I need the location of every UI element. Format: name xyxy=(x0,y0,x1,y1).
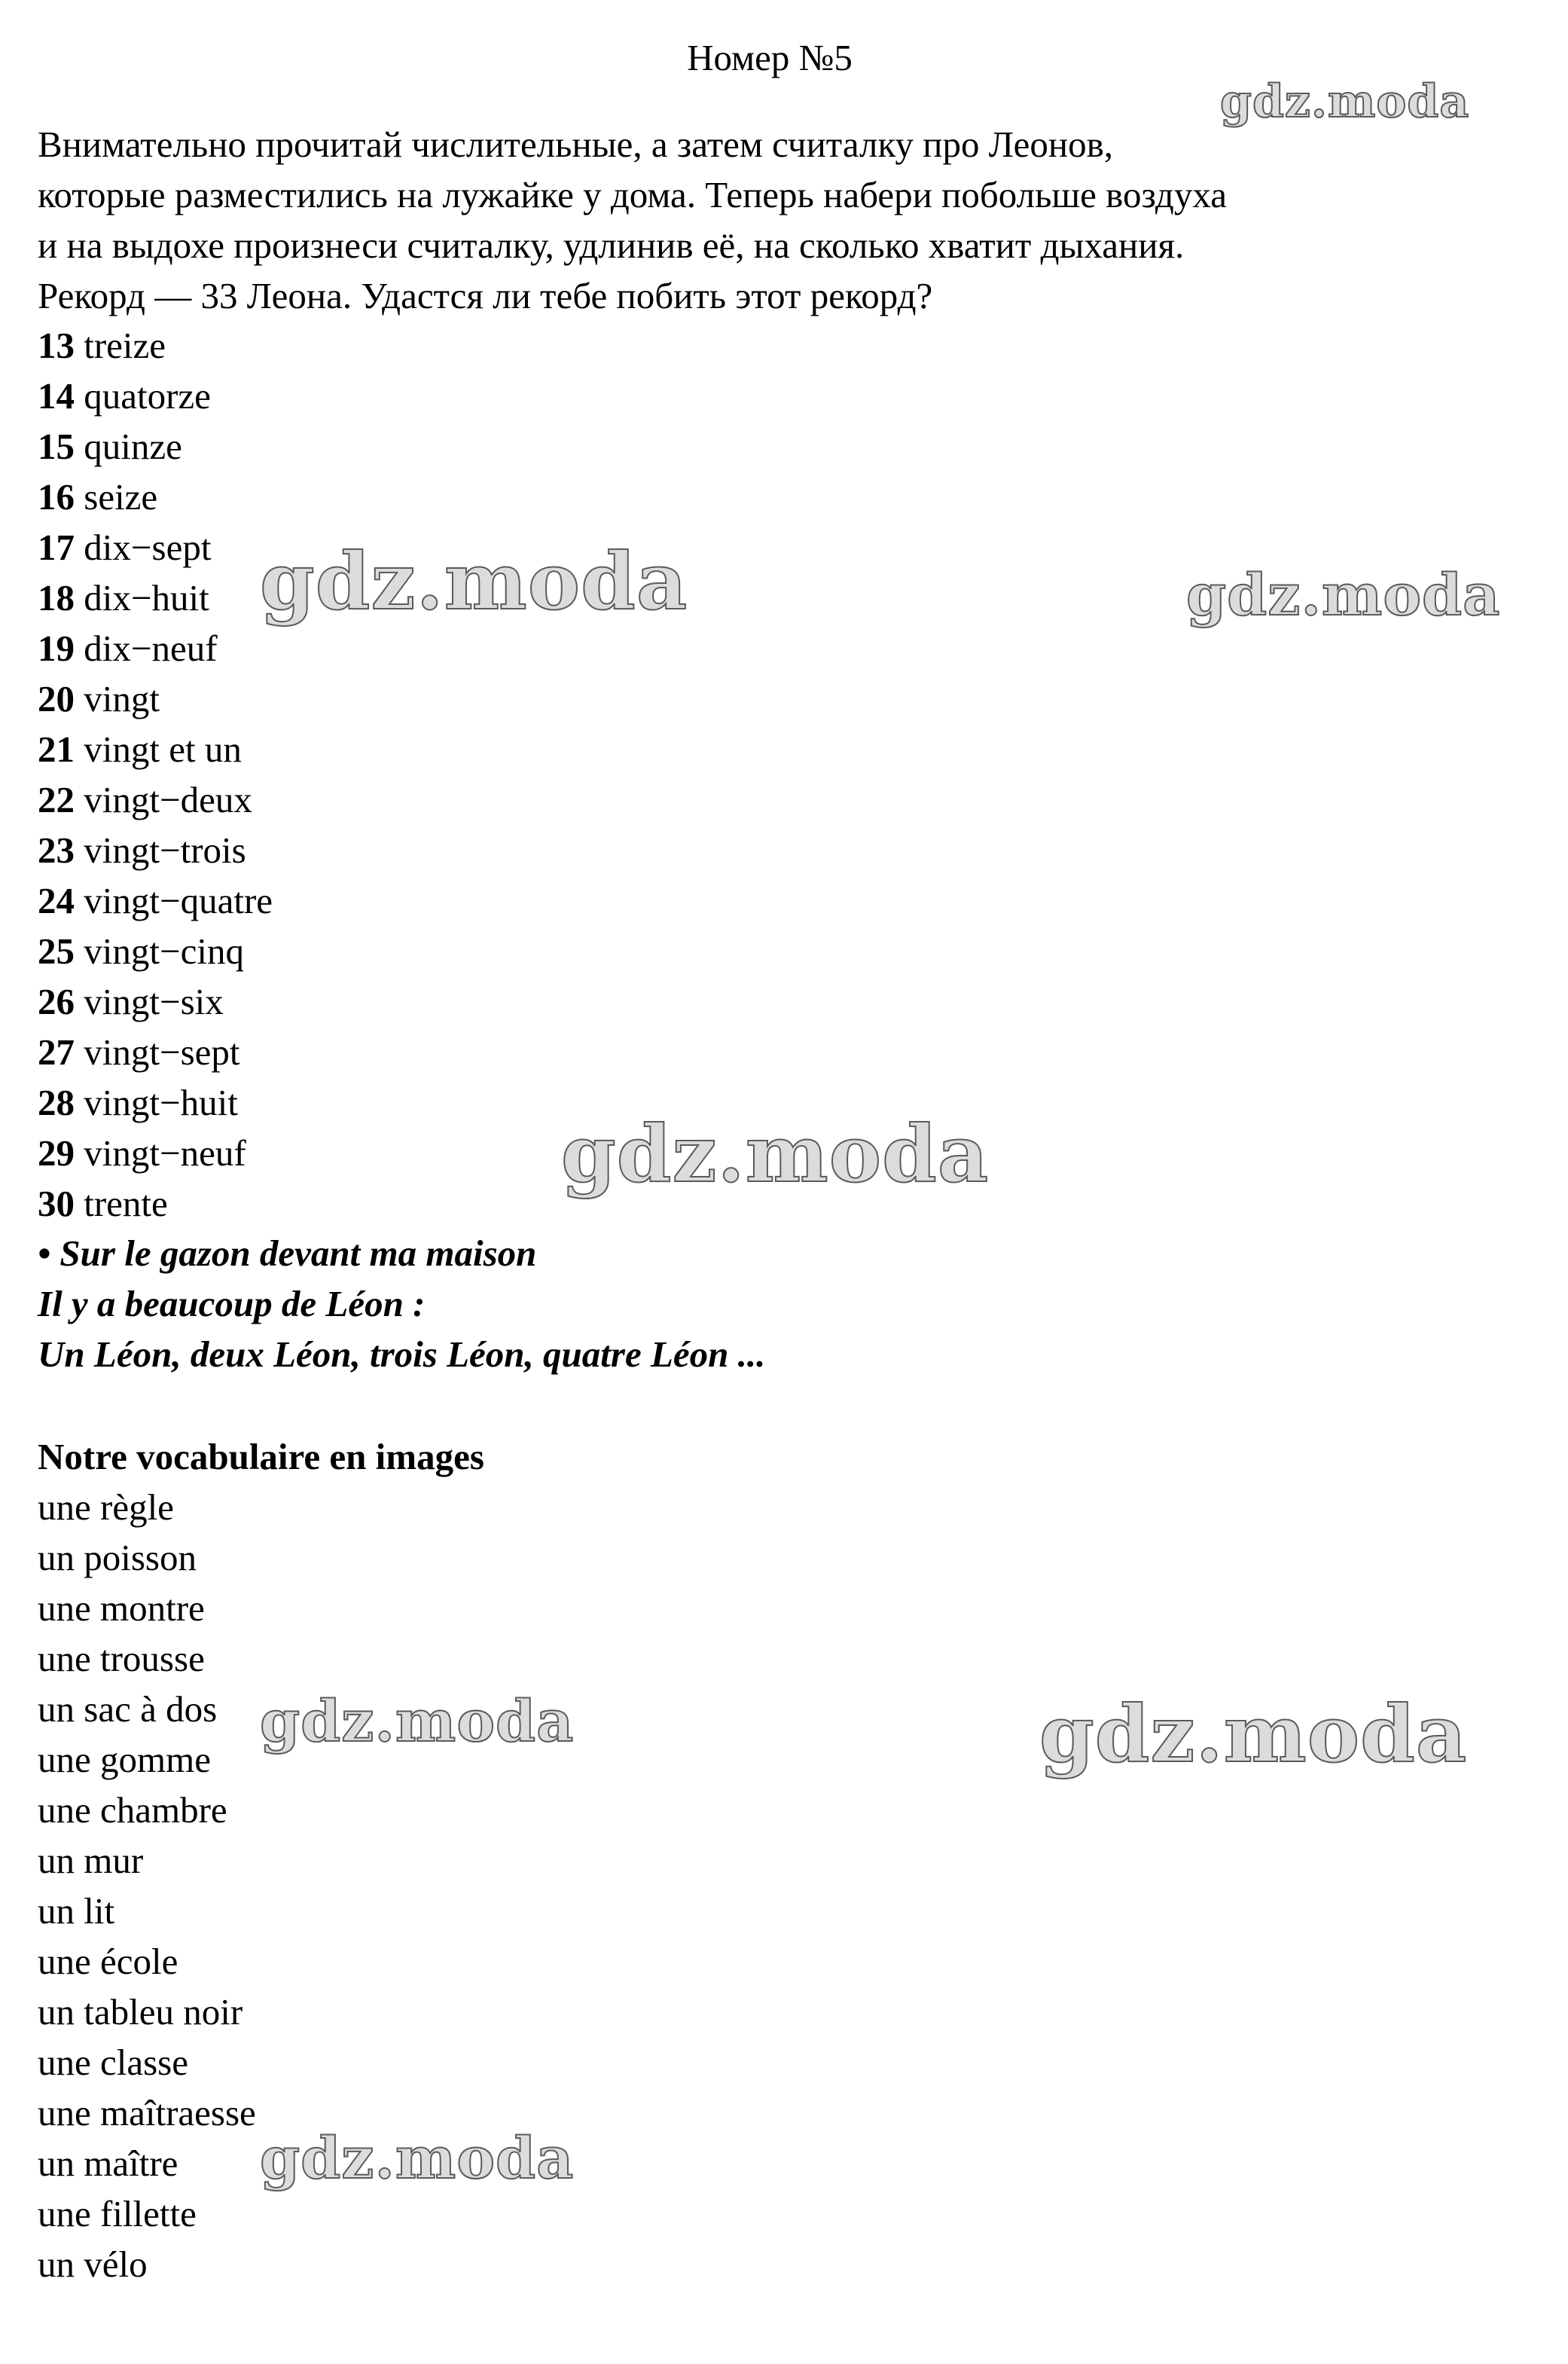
number-list xyxy=(38,320,1544,1229)
vocabulary-item: une classe xyxy=(38,2042,188,2083)
watermark: gdz.moda xyxy=(260,1687,575,1755)
page-title: Номер №5 xyxy=(687,37,853,78)
vocabulary-item: une école xyxy=(38,1941,178,1982)
vocabulary-item: une gomme xyxy=(38,1739,211,1780)
number-item xyxy=(38,472,1544,522)
vocabulary-item: un sac à dos xyxy=(38,1688,218,1730)
watermark: gdz.moda xyxy=(260,2124,575,2191)
number-value: 22 xyxy=(38,779,75,820)
vocabulary-item: un tableu noir xyxy=(38,1991,243,2033)
number-item xyxy=(38,673,1544,724)
number-item xyxy=(38,623,1544,673)
number-word: vingt−neuf xyxy=(84,1132,246,1174)
watermark: gdz.moda xyxy=(561,1107,990,1200)
intro-line: Рекорд — 33 Леона. Удастся ли тебе побить этот рекорд? xyxy=(38,275,933,316)
number-value: 15 xyxy=(38,426,75,467)
number-word: treize xyxy=(84,325,166,366)
vocabulary-item: une chambre xyxy=(38,1789,227,1831)
number-word: vingt−cinq xyxy=(84,930,244,972)
number-word: vingt−sept xyxy=(84,1031,240,1073)
number-word: seize xyxy=(84,476,158,518)
watermark: gdz.moda xyxy=(1039,1687,1468,1780)
number-value: 20 xyxy=(38,678,75,719)
intro-line: Внимательно прочитай числительные, а затем считалку про Леонов, xyxy=(38,124,1114,165)
vocabulary-item: une trousse xyxy=(38,1638,205,1679)
number-value: 13 xyxy=(38,325,75,366)
number-word: vingt−quatre xyxy=(84,880,273,921)
rhyme-line: Il y a beaucoup de Léon : xyxy=(38,1283,426,1324)
rhyme-line: Un Léon, deux Léon, trois Léon, quatre Léon ... xyxy=(38,1333,766,1375)
intro-line: и на выдохе произнеси считалку, удлинив её, на сколько хватит дыхания. xyxy=(38,224,1185,266)
number-item xyxy=(38,774,1544,825)
number-value: 16 xyxy=(38,476,75,518)
vocabulary-item: un maître xyxy=(38,2143,178,2184)
number-word: vingt xyxy=(84,678,160,719)
number-value: 17 xyxy=(38,527,75,568)
number-value: 18 xyxy=(38,577,75,618)
number-word: dix−sept xyxy=(84,527,212,568)
number-item xyxy=(38,825,1544,875)
watermark: gdz.moda xyxy=(1220,75,1470,128)
number-word: dix−neuf xyxy=(84,628,218,669)
number-word: vingt−six xyxy=(84,981,224,1022)
number-word: vingt et un xyxy=(84,728,242,770)
number-value: 14 xyxy=(38,375,75,417)
number-word: trente xyxy=(84,1183,168,1224)
number-item xyxy=(38,1027,1544,1077)
number-item xyxy=(38,976,1544,1027)
number-value: 27 xyxy=(38,1031,75,1073)
intro-paragraph xyxy=(38,119,1544,321)
number-item xyxy=(38,320,1544,371)
number-word: vingt−deux xyxy=(84,779,252,820)
vocabulary-item: un vélo xyxy=(38,2243,148,2285)
number-value: 25 xyxy=(38,930,75,972)
vocabulary-item: une règle xyxy=(38,1486,174,1528)
number-value: 29 xyxy=(38,1132,75,1174)
number-item xyxy=(38,724,1544,774)
number-word: vingt−trois xyxy=(84,829,246,871)
number-word: quatorze xyxy=(84,375,211,417)
number-item xyxy=(38,371,1544,421)
number-word: dix−huit xyxy=(84,577,209,618)
number-value: 21 xyxy=(38,728,75,770)
number-word: quinze xyxy=(84,426,182,467)
number-value: 26 xyxy=(38,981,75,1022)
number-value: 28 xyxy=(38,1082,75,1123)
vocabulary-item: une fillette xyxy=(38,2193,197,2234)
number-word: vingt−huit xyxy=(84,1082,238,1123)
vocabulary-heading: Notre vocabulaire en images xyxy=(38,1436,484,1477)
vocabulary-item: une montre xyxy=(38,1587,205,1629)
number-item xyxy=(38,875,1544,926)
number-value: 19 xyxy=(38,628,75,669)
number-value: 30 xyxy=(38,1183,75,1224)
vocabulary-item: un lit xyxy=(38,1890,115,1932)
vocabulary-item: une maîtraesse xyxy=(38,2092,256,2133)
number-value: 24 xyxy=(38,880,75,921)
counting-rhyme xyxy=(38,1228,1544,1379)
intro-line: которые разместились на лужайке у дома. Теперь набери побольше воздуха xyxy=(38,174,1227,215)
number-item xyxy=(38,421,1544,472)
number-value: 23 xyxy=(38,829,75,871)
rhyme-line: • Sur le gazon devant ma maison xyxy=(38,1232,537,1274)
vocabulary-item: un poisson xyxy=(38,1537,197,1578)
watermark: gdz.moda xyxy=(260,535,688,628)
number-item xyxy=(38,926,1544,976)
vocabulary-item: un mur xyxy=(38,1840,144,1881)
watermark: gdz.moda xyxy=(1186,561,1501,628)
